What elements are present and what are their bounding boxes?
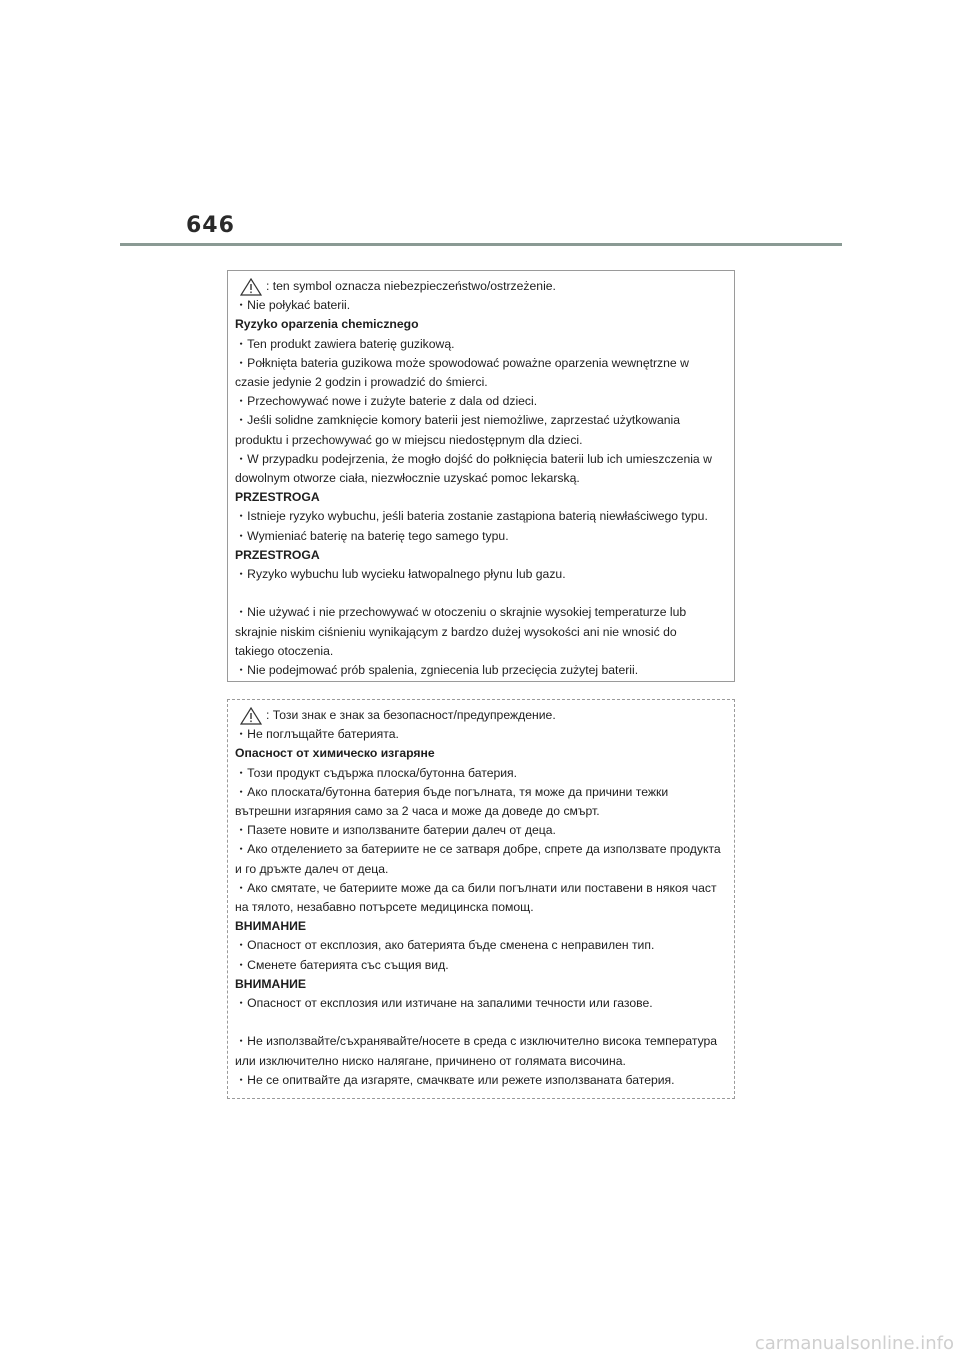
warning-triangle-icon xyxy=(240,707,262,725)
bg-line: ・Не се опитвайте да изгаряте, смачквате или режете използваната батерия. xyxy=(235,1072,675,1087)
notice-box-bulgarian xyxy=(227,699,735,1099)
pl-line: ・Jeśli solidne zamknięcie komory baterii jest niemożliwe, zaprzestać użytkowania xyxy=(235,413,681,428)
warning-row-polish xyxy=(235,277,734,296)
pl-line: ・Nie połykać baterii. xyxy=(235,298,351,313)
pl-line: ・Wymieniać baterię na baterię tego samego typu. xyxy=(235,528,509,543)
pl-line: ・Połknięta bateria guzikowa może spowodować poważne oparzenia wewnętrzne w xyxy=(235,355,689,370)
pl-line: ・Ryzyko wybuchu lub wycieku łatwopalnego płynu lub gazu. xyxy=(235,567,566,582)
warning-triangle-icon xyxy=(240,278,262,296)
bg-line: вътрешни изгаряния само за 2 часа и може да доведе до смърт. xyxy=(235,804,600,819)
notice-box-polish xyxy=(227,270,735,682)
pl-line: ・Ten produkt zawiera baterię guzikową. xyxy=(235,336,455,351)
bg-line: ・Не поглъщайте батерията. xyxy=(235,727,399,742)
bg-line: ・Ако смятате, че батериите може да са били погълнати или поставени в някоя част xyxy=(235,880,717,895)
pl-heading: PRZESTROGA xyxy=(235,547,320,562)
pl-line: takiego otoczenia. xyxy=(235,643,334,658)
pl-line: produktu i przechowywać go w miejscu niedostępnym dla dzieci. xyxy=(235,432,583,447)
bg-line: на тялото, незабавно потърсете медицинска помощ. xyxy=(235,900,534,915)
bg-line: ・Опасност от експлозия или изтичане на запалими течности или газове. xyxy=(235,996,653,1011)
page-number: 646 xyxy=(186,213,235,238)
warning-row-bulgarian xyxy=(235,706,734,725)
pl-heading: PRZESTROGA xyxy=(235,490,320,505)
pl-line: ・Przechowywać nowe i zużyte baterie z dala od dzieci. xyxy=(235,394,538,409)
pl-line: skrajnie niskim ciśnieniu wynikającym z bardzo dużej wysokości ani nie wnosić do xyxy=(235,624,677,639)
bg-line: ・Опасност от експлозия, ако батерията бъде сменена с неправилен тип. xyxy=(235,938,655,953)
bg-line: или изключително ниско налягане, причинено от голямата височина. xyxy=(235,1053,626,1068)
bg-line: ・Пазете новите и използваните батерии далеч от деца. xyxy=(235,823,556,838)
pl-line: ・Istnieje ryzyko wybuchu, jeśli bateria zostanie zastąpiona baterią niewłaściwego typu. xyxy=(235,509,708,524)
header-divider xyxy=(120,243,842,246)
bg-line: и го дръжте далеч от деца. xyxy=(235,861,389,876)
pl-line: czasie jedynie 2 godzin i prowadzić do śmierci. xyxy=(235,375,488,390)
bg-heading: ВНИМАНИЕ xyxy=(235,919,307,934)
warning-text-bulgarian: : Този знак е знак за безопасност/предупреждение. xyxy=(266,708,556,722)
pl-line: ・W przypadku podejrzenia, że mogło dojść do połknięcia baterii lub ich umieszczenia w xyxy=(235,451,712,466)
pl-line: ・Nie używać i nie przechowywać w otoczeniu o skrajnie wysokiej temperaturze lub xyxy=(235,605,687,620)
pl-line: dowolnym otworze ciała, niezwłocznie uzyskać pomoc lekarską. xyxy=(235,471,580,486)
bg-line: ・Ако плоската/бутонна батерия бъде погълната, тя може да причини тежки xyxy=(235,784,669,799)
bg-blank-line xyxy=(235,1013,734,1032)
bg-line: ・Ако отделението за батериите не се затваря добре, спрете да използвате продукта xyxy=(235,842,721,857)
pl-line: ・Nie podejmować prób spalenia, zgniecenia lub przecięcia zużytej baterii. xyxy=(235,663,639,678)
pl-heading: Ryzyko oparzenia chemicznego xyxy=(235,317,419,332)
bg-line: ・Не използвайте/съхранявайте/носете в среда с изключително висока температура xyxy=(235,1034,718,1049)
pl-blank-line xyxy=(235,584,734,603)
bg-heading: Опасност от химическо изгаряне xyxy=(235,746,435,761)
watermark-logo: carmanualsonline.info xyxy=(754,1333,954,1354)
bg-line: ・Сменете батерията със същия вид. xyxy=(235,957,449,972)
bg-line: ・Този продукт съдържа плоска/бутонна батерия. xyxy=(235,765,518,780)
bg-heading: ВНИМАНИЕ xyxy=(235,976,307,991)
warning-text-polish: : ten symbol oznacza niebezpieczeństwo/ostrzeżenie. xyxy=(266,279,556,293)
